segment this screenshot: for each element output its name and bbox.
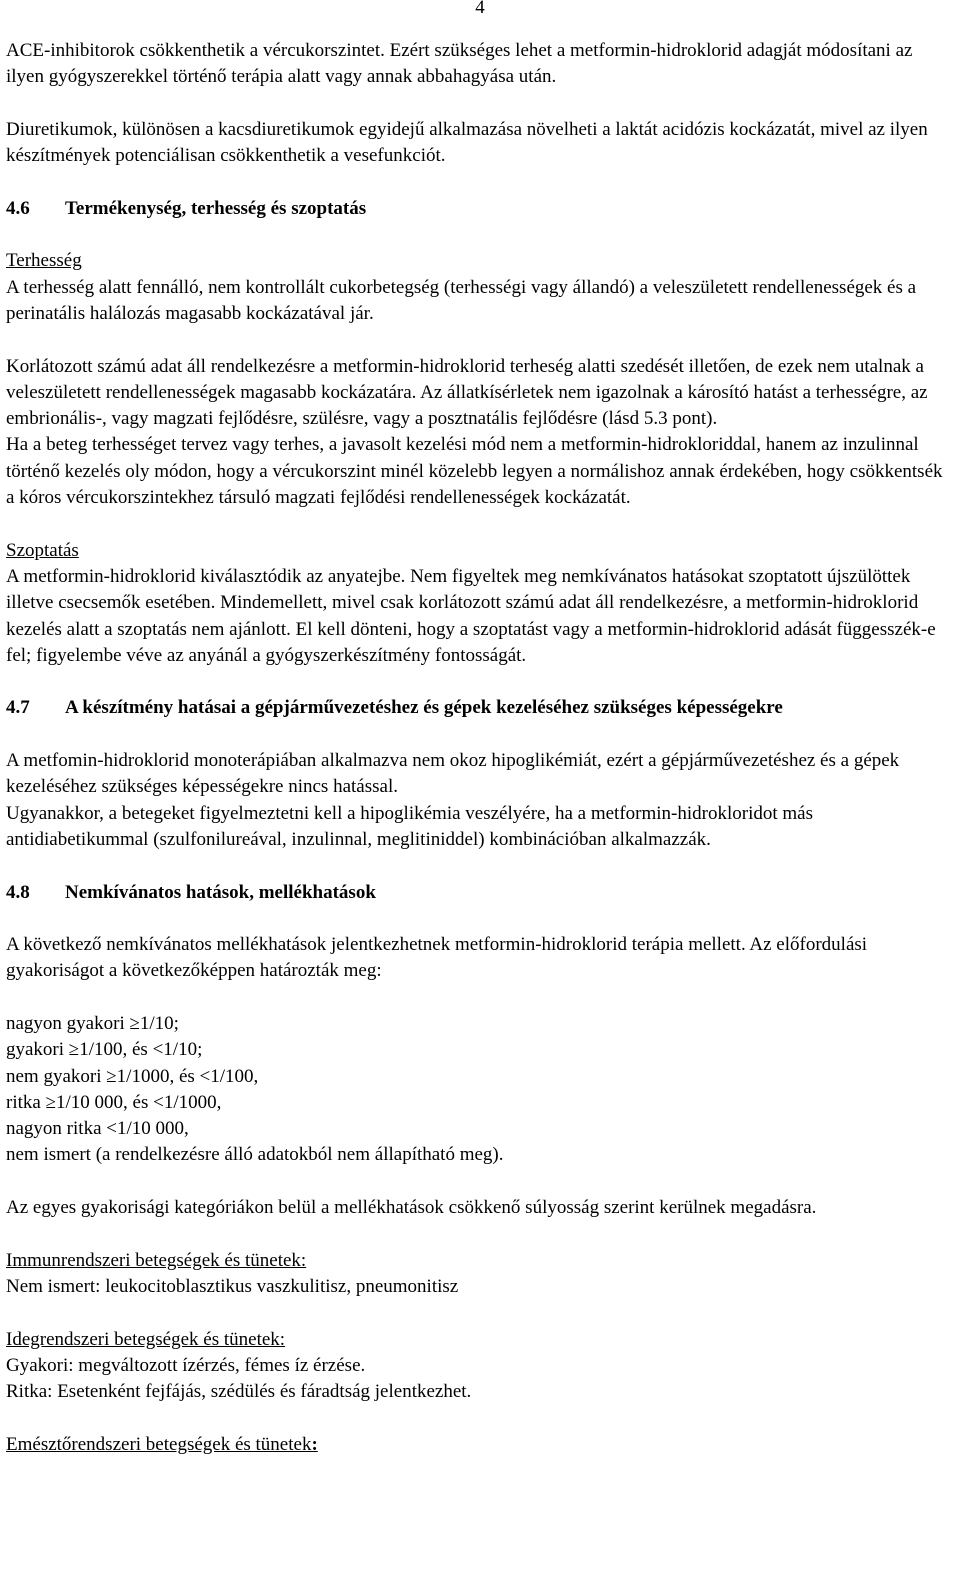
section-number: 4.6 xyxy=(6,197,30,219)
section-number: 4.7 xyxy=(6,697,30,719)
frequency-list-item: nagyon gyakori ≥1/10; xyxy=(6,1012,179,1034)
subheading-immune: Immunrendszeri betegségek és tünetek: xyxy=(6,1249,307,1271)
paragraph-terhesseg-2: Korlátozott számú adat áll rendelkezésre a metformin-hidroklorid terheség alatti szedését illetően, de ezek nem utalnak a veleszületett rendellenességek magasabb kockázatára. Az állatkísérletek nem igazolnak a károsító hatást a terhességre, az embrionális-, vagy magzati fejlődésre, szülésre, vagy a posztnatális fejlődésre (lásd 5.3 pont). xyxy=(6,355,928,430)
subheading-gastrointestinal xyxy=(6,1432,954,1458)
paragraph-diuretics: Diuretikumok, különösen a kacsdiuretikumok egyidejű alkalmazása növelheti a laktát acidózis kockázatát, mivel az ilyen készítmények potenciálisan csökkenthetik a vesefunkciót. xyxy=(6,118,928,167)
text-nervous-1: Gyakori: megváltozott ízérzés, fémes íz érzése. xyxy=(6,1354,366,1376)
frequency-list-item: nagyon ritka <1/10 000, xyxy=(6,1118,189,1140)
text-nervous-2: Ritka: Esetenként fejfájás, szédülés és fáradtság jelentkezhet. xyxy=(6,1381,472,1403)
subheading-nervous: Idegrendszeri betegségek és tünetek: xyxy=(6,1328,286,1350)
section-title: A készítmény hatásai a gépjárművezetéshez és gépek kezeléséhez szükséges képességekre xyxy=(65,697,783,719)
subheading-terhesseg: Terhesség xyxy=(6,250,82,272)
document-body xyxy=(6,38,954,1458)
section-heading-4-8 xyxy=(6,880,954,906)
subheading-gastrointestinal-colon: : xyxy=(311,1433,318,1455)
paragraph-terhesseg-3: Ha a beteg terhességet tervez vagy terhes, a javasolt kezelési mód nem a metformin-hidrokloriddal, hanem az inzulinnal történő kezelés oly módon, hogy a vércukorszint minél közelebb legyen a normálishoz annak érdekében, hogy csökkentsék a kóros vércukorszintekhez társuló magzati fejlődési rendellenességek kockázatát. xyxy=(6,434,943,509)
paragraph-ordering-note: Az egyes gyakorisági kategóriákon belül a mellékhatások csökkenő súlyosság szerint kerülnek megadásra. xyxy=(6,1197,817,1219)
section-heading-4-7 xyxy=(6,695,954,721)
section-title: Nemkívánatos hatások, mellékhatások xyxy=(65,881,376,903)
text-immune: Nem ismert: leukocitoblasztikus vaszkulitisz, pneumonitisz xyxy=(6,1275,459,1297)
section-title: Termékenység, terhesség és szoptatás xyxy=(65,197,367,219)
frequency-list-item: ritka ≥1/10 000, és <1/1000, xyxy=(6,1091,222,1113)
paragraph-driving-2: Ugyanakkor, a betegeket figyelmeztetni kell a hipoglikémia veszélyére, ha a metformin-hidrokloridot más antidiabetikummal (szulfonilureával, inzulinnal, meglitiniddel) kombinációban alkalmazzák. xyxy=(6,802,813,850)
paragraph-side-effects-intro: A következő nemkívánatos mellékhatások jelentkezhetnek metformin-hidroklorid terápia mellett. Az előfordulási gyakoriságot a következőképpen határozták meg: xyxy=(6,934,868,982)
frequency-list-item: nem gyakori ≥1/1000, és <1/100, xyxy=(6,1065,259,1087)
paragraph-driving-1: A metfomin-hidroklorid monoterápiában alkalmazva nem okoz hipoglikémiát, ezért a gépjárművezetéshez és a gépek kezeléséhez szükséges képességekre nincs hatással. xyxy=(6,750,900,798)
paragraph-szoptatas: A metformin-hidroklorid kiválasztódik az anyatejbe. Nem figyeltek meg nemkívánatos hatásokat szoptatott újszülöttek illetve csecsemők esetében. Mindemellett, mivel csak korlátozott számú adat áll rendelkezésre, a metformin-hidroklorid kezelés alatt a szoptatás nem ajánlott. El kell dönteni, hogy a szoptatást vagy a metformin-hidroklorid adását függesszék-e fel; figyelembe véve az anyánál a gyógyszerkészítmény fontosságát. xyxy=(6,565,936,666)
page-number: 4 xyxy=(475,0,485,18)
paragraph-terhesseg-1: A terhesség alatt fennálló, nem kontrollált cukorbetegség (terhességi vagy állandó) a veleszületett rendellenességek és a perinatális halálozás magasabb kockázatával jár. xyxy=(6,276,917,324)
section-number: 4.8 xyxy=(6,881,30,903)
subheading-szoptatas: Szoptatás xyxy=(6,539,79,561)
section-heading-4-6 xyxy=(6,196,954,222)
frequency-list-item: gyakori ≥1/100, és <1/10; xyxy=(6,1039,203,1061)
subheading-gastrointestinal-text: Emésztőrendszeri betegségek és tünetek xyxy=(6,1433,312,1455)
frequency-list-item: nem ismert (a rendelkezésre álló adatokból nem állapítható meg). xyxy=(6,1144,504,1166)
paragraph-ace-inhibitors: ACE-inhibitorok csökkenthetik a vércukorszintet. Ezért szükséges lehet a metformin-hidroklorid adagját módosítani az ilyen gyógyszerekkel történő terápia alatt vagy annak abbahagyása után. xyxy=(6,40,913,88)
